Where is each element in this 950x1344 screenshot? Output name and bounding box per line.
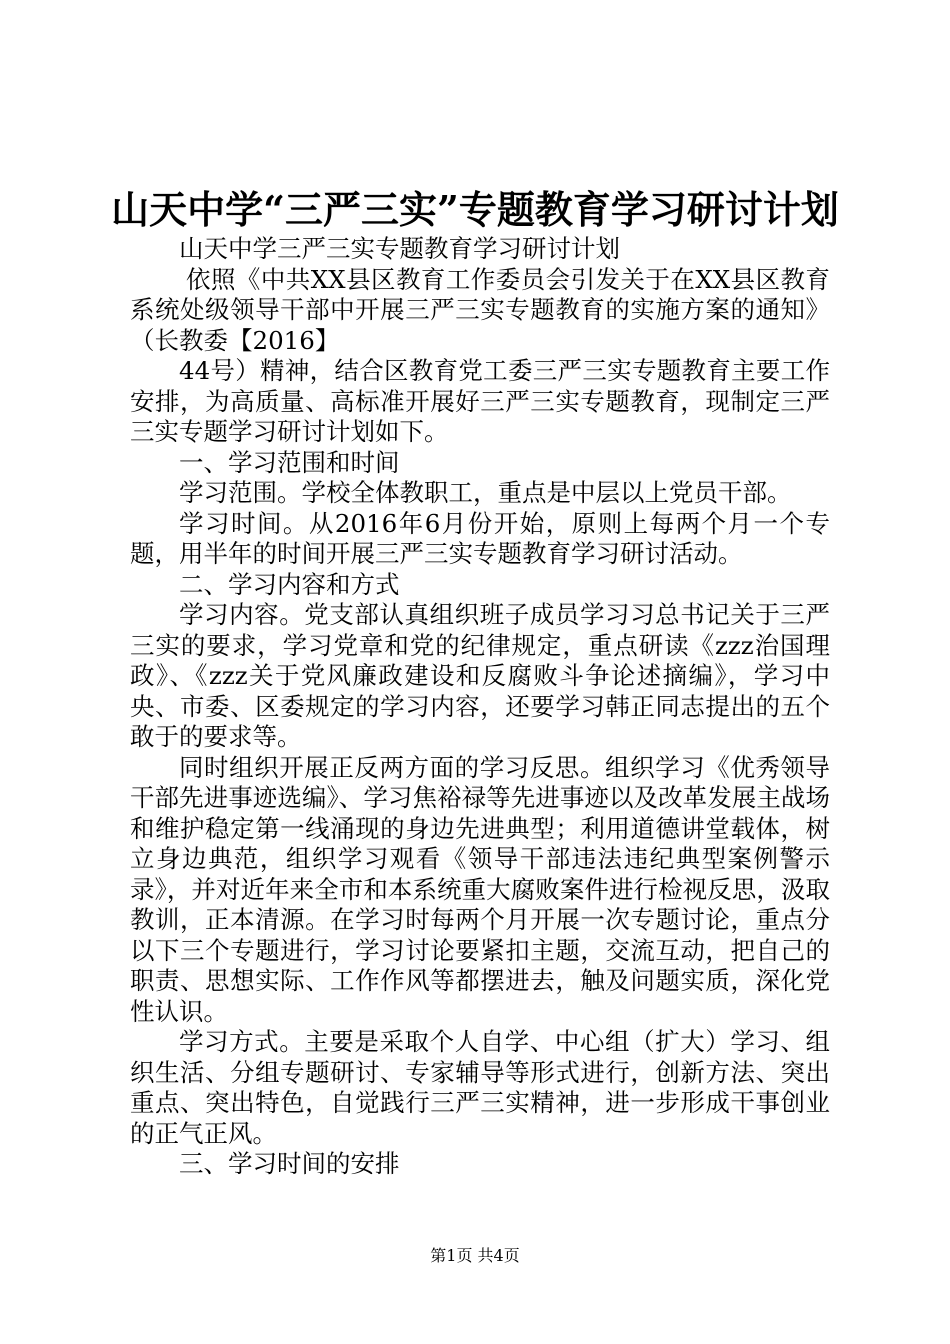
section-heading-1: 一、学习范围和时间: [179, 447, 400, 477]
paragraph-content: 学习内容。党支部认真组织班子成员学习习总书记关于三严三实的要求，学习党章和党的纪律规定，重点研读《zzz治国理政》、《zzz关于党风廉政建设和反腐败斗争论述摘编》，学习中央、市委、区委规定的学习内容，还要学习韩正同志提出的五个敢于的要求等。: [130, 600, 830, 751]
document-body: [130, 234, 830, 1180]
paragraph-method: 学习方式。主要是采取个人自学、中心组（扩大）学习、组织生活、分组专题研讨、专家辅导等形式进行，创新方法、突出重点、突出特色，自觉践行三严三实精神，进一步形成干事创业的正气正风。: [130, 1027, 830, 1148]
section-heading-2: 二、学习内容和方式: [179, 569, 400, 599]
paragraph-reflection: 同时组织开展正反两方面的学习反思。组织学习《优秀领导干部先进事迹选编》、学习焦裕禄等先进事迹以及改革发展主战场和维护稳定第一线涌现的身边先进典型；利用道德讲堂载体，树立身边典范，组织学习观看《领导干部违法违纪典型案例警示录》，并对近年来全市和本系统重大腐败案件进行检视反思，汲取教训，正本清源。在学习时每两个月开展一次专题讨论，重点分以下三个专题进行，学习讨论要紧扣主题，交流互动，把自己的职责、思想实际、工作作风等都摆进去，触及问题实质，深化党性认识。: [130, 752, 830, 1026]
paragraph-basis: 依照《中共XX县区教育工作委员会引发关于在XX县区教育系统处级领导干部中开展三严三实专题教育的实施方案的通知》（长教委【2016】: [130, 264, 830, 355]
paragraph-scope: 学习范围。学校全体教职工，重点是中层以上党员干部。: [179, 478, 792, 507]
section-heading-3: 三、学习时间的安排: [179, 1149, 400, 1178]
paragraph-purpose: 44号）精神，结合区教育党工委三严三实专题教育主要工作安排，为高质量、高标准开展好三严三实专题教育，现制定三严三实专题学习研讨计划如下。: [130, 356, 830, 446]
document-title: 山天中学“三严三实”专题教育学习研讨计划: [111, 187, 839, 232]
paragraph-time: 学习时间。从2016年6月份开始，原则上每两个月一个专题，用半年的时间开展三严三实专题教育学习研讨活动。: [130, 508, 830, 568]
page-footer: 第1页 共4页: [430, 1246, 520, 1265]
paragraph-subtitle: 山天中学三严三实专题教育学习研讨计划: [179, 234, 620, 263]
